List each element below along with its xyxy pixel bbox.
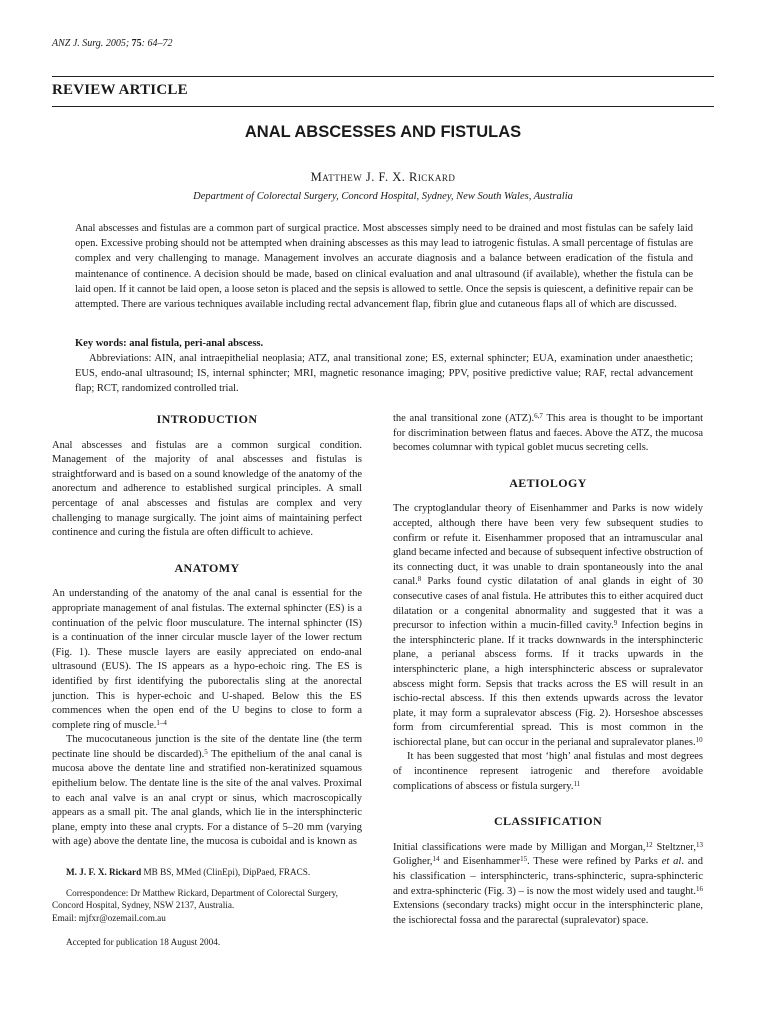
aet-text-c: Infection begins in the intersphincteric plane. If it tracks downwards in the intersphincteric plane, a perianal abscess forms. If it tracks upwards in the intersphincteric plane, a high intersphincteric abscess or supralevator abscess might form. Sepsis that tracks across the ES will result in an ischio-rectal abscess. If this then extends upwards across the levator plate, it may form a supralevator abscess (Fig. 2). Horseshoe abscesses form from circumferential spread. This is most common in the ischiorectal plane, but can occur in the perianal and supralevator planes. bbox=[393, 620, 703, 748]
aetiology-paragraph-1 bbox=[393, 502, 703, 750]
et-al: et al bbox=[661, 856, 682, 868]
keywords-block bbox=[75, 336, 693, 396]
author-affiliation: Department of Colorectal Surgery, Concord Hospital, Sydney, New South Wales, Australia bbox=[193, 191, 573, 202]
author-credentials bbox=[52, 866, 362, 879]
citation: 8 bbox=[417, 575, 422, 584]
citation: 9 bbox=[613, 619, 618, 628]
section-label: REVIEW ARTICLE bbox=[52, 82, 188, 98]
journal-year: 2005; bbox=[105, 38, 130, 49]
aetiology-paragraph-2 bbox=[393, 750, 703, 794]
citation: 12 bbox=[645, 840, 653, 849]
class-text-b: Steltzner, bbox=[652, 841, 696, 853]
abstract: Anal abscesses and fistulas are a common part of surgical practice. Most abscesses simply need to be drained and most fistulas can be safely laid open. Excessive probing should not be attempted when draining abscesses as this may lead to iatrogenic fistulas. A small percentage of fistulas are complex and very challenging to manage. Management involves an accurate diagnosis and a balance between eradication of the fistula and maintenance of continence. A decision should be made, based on clinical evaluation and anal ultrasound (if available), whether the fistula can be laid open. If it cannot be laid open, a loose seton is placed and the sepsis is allowed to settle. Once the sepsis is quiescent, a definitive repair can be attempted. There are various techniques available including rectal advancement flap, fibrin glue and cutaneous flaps all of which are discussed. bbox=[75, 223, 693, 311]
anatomy-heading: ANATOMY bbox=[174, 560, 240, 575]
introduction-heading: INTRODUCTION bbox=[156, 412, 258, 426]
classification-heading: CLASSIFICATION bbox=[493, 814, 603, 829]
citation: 1–4 bbox=[156, 718, 167, 727]
class-text-f: . and his classification – intersphincteric, trans-sphincteric, supra-sphincteric and extra-sphincteric (Fig. 3) – is now the most widely used and taught. bbox=[393, 856, 703, 897]
aet-text-b: Parks found cystic dilatation of anal glands in eight of 30 consecutive cases of anal fistula. He attributes this to either acquired duct dilatation or a congenital abnormality and suggested that it was a precursor to infection within a mucin-filled cavity. bbox=[393, 576, 703, 632]
right-column bbox=[393, 412, 703, 928]
correspondence: Correspondence: Dr Matthew Rickard, Department of Colorectal Surgery, Concord Hospital, Sydney, NSW 2137, Australia. bbox=[52, 887, 338, 911]
citation: 15 bbox=[520, 855, 528, 864]
aetiology-heading: AETIOLOGY bbox=[509, 475, 587, 490]
author-degrees: MB BS, MMed (ClinEpi), DipPaed, FRACS. bbox=[141, 867, 311, 878]
aet-text-a: The cryptoglandular theory of Eisenhammer and Parks is now widely accepted, although there have been very few subsequent studies to confirm or refute it. Eisenhammer proposed that an intramuscular anal gland became infected and because of subsequent infective obstruction of its connecting duct, it was unable to drain spontaneously into the anal canal. bbox=[393, 503, 703, 588]
class-text-a: Initial classifications were made by Milligan and Morgan, bbox=[393, 841, 646, 853]
anatomy-paragraph-2 bbox=[52, 733, 362, 850]
anatomy-p2-text-b: The epithelium of the anal canal is mucosa above the dentate line and stratified non-keratinized squamous epithelium below. The dentate line is the site of the anal valves. Proximal to each anal valve is an anal crypt or sinus, which macroscopically appears as a small pit. The anal glands, which lie in the intersphincteric plane, empty into these anal crypts. For a distance of 5–20 mm (varying with age) above the dentate line, the mucosa is cuboidal and is known as bbox=[52, 748, 363, 848]
accepted-date: Accepted for publication 18 August 2004. bbox=[66, 937, 221, 948]
class-text-e: . These were refined by Parks bbox=[527, 856, 662, 868]
anatomy-p1-text: An understanding of the anatomy of the anal canal is essential for the appropriate management of anal fistulas. The external sphincter (ES) is a continuation of the pelvic floor musculature. The internal sphincter (IS) is a continuation of the inner circular muscle layer of the lower rectum (Fig. 1). These muscle layers are easily appreciated on endo-anal ultrasound (EUS). The IS appears as a hypo-echoic ring. The ES is identified by first identifying the puborectalis sling at the anorectal junction. This is hyper-echoic and U-shaped. Below this the ES commences when the open end of the U begins to close to form a complete ring of muscle. bbox=[52, 588, 362, 731]
class-text-g: Extensions (secondary tracks) might occur in the intersphincteric plane, the ischiorectal fossa and the pararectal (supralevator) space. bbox=[393, 900, 703, 926]
class-text-c: Goligher, bbox=[393, 856, 433, 868]
section-rule bbox=[52, 106, 714, 107]
atz-text-2: This area is thought to be important for discrimination between flatus and faeces. Above the ATZ, the mucosa becomes columnar with typical goblet mucus secreting cells. bbox=[393, 413, 703, 454]
citation: 14 bbox=[432, 855, 440, 864]
journal-name: ANZ J. Surg. bbox=[52, 38, 104, 49]
keywords-line bbox=[75, 336, 693, 351]
keywords-label: Key words: bbox=[75, 338, 127, 349]
citation: 10 bbox=[695, 735, 703, 744]
citation: 16 bbox=[696, 884, 703, 893]
author-footnote bbox=[52, 866, 362, 949]
journal-volume: 75 bbox=[131, 38, 142, 49]
classification-paragraph bbox=[393, 841, 703, 929]
citation: 13 bbox=[696, 840, 703, 849]
class-text-d: and Eisenhammer bbox=[439, 856, 521, 868]
aet-text-p2: It has been suggested that most ‘high’ anal fistulas and most degrees of incontinence represent iatrogenic and therefore avoidable complications of abscess or fistula surgery. bbox=[393, 751, 703, 792]
atz-text: the anal transitional zone (ATZ). bbox=[393, 413, 535, 424]
citation: 5 bbox=[204, 747, 208, 756]
article-title: ANAL ABSCESSES AND FISTULAS bbox=[244, 123, 522, 141]
author-name: Matthew J. F. X. Rickard bbox=[310, 170, 456, 184]
citation: 6,7 bbox=[534, 412, 543, 420]
anatomy-paragraph-1 bbox=[52, 587, 362, 733]
citation: 11 bbox=[573, 779, 581, 788]
left-column bbox=[52, 412, 362, 949]
abbreviations: Abbreviations: AIN, anal intraepithelial neoplasia; ATZ, anal transitional zone; ES, external sphincter; EUA, examination under anaesthetic; EUS, endo-anal ultrasound; IS, internal sphincter; MRI, magnetic resonance imaging; PPV, positive predictive value; RAF, rectal advancement flap; RCT, randomized controlled trial. bbox=[75, 353, 693, 394]
anatomy-p2-text-a: The mucocutaneous junction is the site of the dentate line (the term pectinate line should be discarded). bbox=[52, 734, 362, 760]
atz-paragraph bbox=[393, 412, 703, 456]
top-rule bbox=[52, 76, 714, 77]
journal-citation bbox=[52, 38, 173, 49]
keywords-text: anal fistula, peri-anal abscess. bbox=[129, 338, 264, 349]
journal-pages: : 64–72 bbox=[141, 38, 173, 49]
author-note-name: M. J. F. X. Rickard bbox=[66, 867, 142, 878]
email: Email: mjfxr@ozemail.com.au bbox=[52, 912, 166, 923]
introduction-paragraph: Anal abscesses and fistulas are a common surgical condition. Management of the majority of anal abscesses and fistulas is straightforward and is based on a sound knowledge of the anatomy of the anorectum and adherence to established surgical principles. A small percentage of anal abscesses and fistulas are complex and very challenging to manage surgically. The joint aims of maintaining perfect continence and curing the fistula are often difficult to achieve. bbox=[52, 439, 362, 539]
